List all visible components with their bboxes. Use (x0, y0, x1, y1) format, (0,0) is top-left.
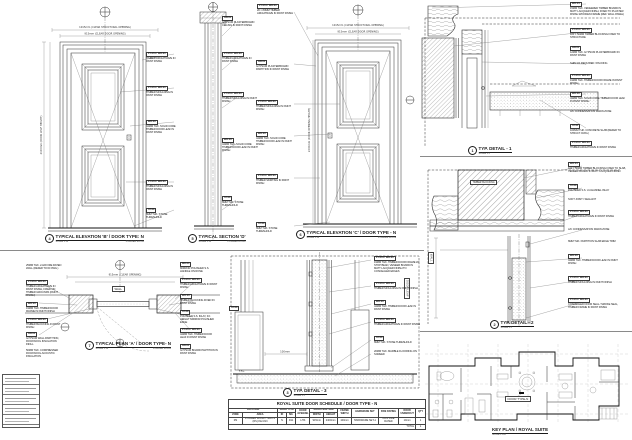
annotation-text: 44MM THK. SOLID CORE TIMBER DOOR LEAF IN PAINT FINISH (222, 143, 258, 153)
annotation-text: GYPSUM BOARD PARTITION IN PAINT FINISH (180, 349, 218, 356)
panel-scale: SCALE 1:5 (478, 152, 490, 155)
notes-row (3, 385, 39, 395)
annotation-text: GYPSUM PLASTERBOARD PARTITION IN PAINT FINISH (256, 65, 289, 72)
furniture (433, 370, 617, 419)
annotation-text: TIMBER MOULDING IN PAINT FINISH (568, 281, 612, 285)
cell-id: N (278, 417, 287, 425)
cell-height: 2400mm (324, 417, 338, 425)
annotation-tag: WD.03 (258, 132, 266, 135)
annotation-text: CONCEALED DOOR SEAL / SMOKE SEAL, TIMBER FRAME IN PAINT FINISH (568, 303, 619, 310)
annotation-tag: WD.03 (376, 300, 384, 303)
panel-title-text: TYP. DETAIL - 3 (293, 388, 327, 393)
col-header-id: ID (278, 413, 287, 418)
col-header-door-type: DOOR TYPE (278, 408, 296, 413)
jamb-hatch-left (69, 295, 93, 313)
annotation-text: 6MM THK. STONE THRESHOLD (256, 227, 278, 234)
ref-bubble: 2 (490, 320, 499, 329)
cell-fire: NON FIRE RATED (378, 417, 398, 425)
annotation-text: 19MM THK. TIMBER DOOR FRAME IN PAINT FINISH (26, 307, 58, 314)
dimension-label: 915mm (CLEAR OPENING) (108, 273, 142, 277)
cell-zone: RS (229, 417, 243, 425)
door-leaf-vtag: DOOR LEAF (405, 280, 409, 297)
ref-bubble: 5 (188, 234, 197, 243)
key-plan-door-tag: DOOR TYPE-N (505, 396, 531, 402)
annotation-tag: PT.051 / WD.03 (258, 174, 276, 177)
annotation-text: TIMBER MOULDING IN PAINT FINISH (146, 185, 174, 192)
annotation-text: TIMBER BLOCKING FIXED IN PAINT FINISH (180, 299, 215, 306)
annotation-tag: ST.06 (148, 208, 155, 211)
panel-scale: SCALE 1:10 (55, 240, 69, 243)
annotation-tag: PT.051 / WD.03 (224, 52, 242, 55)
annotation-text: GYPSUM WALL PARTITION, ROCKWOOL INSULATION INFILL (26, 337, 59, 347)
annotation-tag: WD.03 (148, 120, 156, 123)
wall-tag: WALL (112, 286, 125, 292)
panel-scale: SCALE 1:5 (293, 394, 305, 397)
annotation-text: 6MM THK. STONE THRESHOLD (374, 341, 412, 345)
cell-qty: 1 (416, 417, 426, 425)
panel-title-detail-1 (468, 146, 512, 155)
annotation-text: 19MM THK. TIMBER DOOR FRAME IN PAINT FINISH (570, 79, 623, 86)
dimension-label: 1015mm (CLEAR STRUCTURAL OPENING) (332, 24, 384, 27)
door-frame-outline (315, 40, 401, 224)
annotation-tag: GB.01 (224, 16, 232, 19)
col-header-location: LOCATION (229, 408, 278, 413)
ref-bubble: 7 (85, 341, 94, 350)
schedule-total-row (229, 425, 426, 430)
annotation-text: 25MM THK. 2-HR FIRE RATED WALL (REFER TO ID DWG.) (26, 264, 62, 271)
annotation-tag: ST.06 (376, 336, 383, 339)
annotation-text: TIMBER SKIRTING IN PAINT FINISH (256, 179, 289, 186)
annotation-tag: ST.01 (572, 124, 579, 127)
blocking-hatch (458, 170, 524, 220)
annotation-text: 50MM THK. COMPRESSED ROCKWOOL ACOUSTIC INSULATION (26, 349, 59, 359)
detail-3-drawing (225, 250, 425, 400)
panel-scale: SCALE 1:5 (500, 326, 512, 329)
annotation-text: POLISHED S.S. INLAY, F.F. HEIGHT MIRROR POLISHED EDGE (180, 315, 214, 325)
col-header-height: HEIGHT (324, 413, 338, 418)
annotation-text: MIRROR POLISHED S.S. HANDLE ON ROSE (180, 267, 210, 274)
dimension-label: 1015mm (CLEAR STRUCTURAL OPENING) (79, 26, 131, 29)
annotation-text: TIMBER ARCHITRAVE IN PAINT FINISH (222, 57, 252, 64)
panel-scale: SCALE 1:10 (306, 236, 320, 239)
timber-moulding-right (536, 190, 565, 220)
cell-hardware: HARDWARE SET-1 (352, 417, 379, 425)
key-plan-drawing (423, 342, 630, 439)
annotation-text: SHIM AS REQUIRED / PACKING (570, 62, 608, 65)
dimension-label: 915mm (CLEAR DOOR OPENING) (337, 30, 379, 34)
door-hardware-mark (328, 133, 332, 138)
panel-title-text: TYPICAL SECTION 'D' (198, 234, 246, 239)
notes-row (3, 405, 39, 415)
annotation-text: 15MM THK. VENEERED TIMBER BOARD IN MATT LACQUER FINISH, FIXED TO PLASTER FINISH WOODEN FRAME (REF. WALL PANEL) (570, 7, 624, 17)
wall-base-left (235, 312, 263, 370)
col-header-width: WIDTH (310, 413, 324, 418)
annotation-tag: PT.051 / WD.03 (376, 256, 394, 259)
panel-title-section-d (188, 234, 246, 243)
annotation-tag: WD.03 (182, 294, 190, 297)
annotation-text: TIMBER ARCHITRAVE IN PAINT FINISH (568, 215, 614, 219)
ref-bubble: 1 (468, 146, 477, 155)
annotation-text: 19MM THK. TIMBER DOOR FRAME W/ STOP BEAD, VENEER BOARD IN MATT LACQUER FINISH TO CONCEALED EDGES (374, 261, 420, 274)
cell-area: POWDER ROOM / HALL-1 (RS) 812-813 (242, 417, 277, 425)
annotation-text: 44MM THK. TIMBER DOOR LEAF IN PAINT FINISH (568, 259, 618, 266)
panel-title-text: KEY PLAN / ROYAL SUITE (492, 427, 549, 432)
annotation-text: TIMBER ARCHITRAVE IN PAINT FINISH (146, 57, 176, 64)
panel-room: POWDER ROOM (378, 236, 397, 239)
elevation-b-drawing (30, 0, 180, 250)
door-leaf-plan (97, 302, 149, 307)
jamb-hatch-right (157, 295, 181, 313)
annotation-text: TIMBER ARCHITRAVE IN PAINT FINISH, FIXED ON TIMBER GROUNDS (PAINT FINISH) (26, 285, 58, 298)
annotation-text: A/C CONDENSATION DRAIN ZONE (570, 110, 612, 113)
cell-width: 915mm (310, 417, 324, 425)
panel-room: POWDER ROOM (152, 347, 172, 350)
annotation-text: 44MM THK. SOLID CORE TIMBER DOOR LEAF IN PAINT FINISH (256, 137, 292, 147)
cell-opening: LHS (296, 417, 310, 425)
annotation-text: 44MM THK. SOLID CORE TIMBER DOOR LEAF IN PAINT FINISH (570, 97, 626, 104)
annotation-text: 6MM THK. STONE THRESHOLD (146, 213, 168, 220)
cell-frame: 100mm (338, 417, 352, 425)
panel-title-detail-2 (490, 320, 534, 329)
annotation-text: TIMBER MOULDING IN PAINT FINISH (222, 97, 257, 104)
annotation-tag: WD.03 (28, 302, 36, 305)
annotation-tag: PT.051 / WD.03 (376, 318, 394, 321)
timber-frame-section (462, 30, 482, 54)
annotation-tag: PT.051 / WD.03 (572, 28, 590, 31)
annotation-text: 6MM THK. STONE THRESHOLD (222, 201, 244, 208)
col-header-leaf-size: DOOR LEAF SIZE (310, 408, 338, 413)
annotation-text: 100 × 50MM TIMBER BLOCKING FIXED TO STRUCTURE (570, 33, 621, 40)
elevation-c-drawing (270, 0, 425, 245)
section-d-drawing (182, 0, 267, 250)
annotation-text: 20 × 80MM TIMBER ARCHITRAVE IN PAINT FINISH (257, 9, 293, 16)
col-header-zone: ZONE (229, 413, 243, 418)
annotation-text: GYPSUM PLASTERBOARD CEILING IN PAINT FINISH (222, 21, 255, 28)
annotation-text: A/C CONDENSATION DRAIN ZONE (568, 228, 610, 231)
door-upper-panel (82, 64, 124, 130)
annotation-tag: GB.01 (28, 332, 36, 335)
door-location-mark (519, 392, 524, 394)
annotation-text: 100MM THK. CONCRETE SLAB (REFER TO STRUCT. DWG.) (570, 129, 621, 136)
architrave-band (430, 220, 564, 226)
annotation-tag: PT.051 / WD.03 (148, 52, 166, 55)
annotation-tag: PT.051 / WD.03 (376, 282, 394, 285)
annotation-tag: PT.051 / WD.03 (148, 180, 166, 183)
door-schedule-table (228, 399, 426, 430)
plan-a-drawing (25, 255, 220, 355)
annotation-text: POLISHED S.S. U-CHANNEL INLAY (568, 189, 610, 193)
detail-2-drawing (420, 158, 632, 328)
panel-title-text: TYPICAL PLAN 'A' / DOOR TYPE- N (95, 341, 172, 346)
door-stop (467, 58, 477, 128)
annotation-tag: WD.04 (570, 162, 578, 165)
annotation-tag: PT.051 / WD.03 (182, 328, 200, 331)
seal (526, 242, 529, 247)
col-header-qty: QTY (416, 408, 426, 417)
col-header-frame: FRAME WIDTH (338, 408, 352, 417)
wall-vtag: WALL (429, 254, 433, 262)
panel-room: POWDER ROOM (227, 240, 246, 243)
annotation-text: TIMBER ARCHITRAVE IN PAINT FINISH (374, 323, 420, 327)
col-header-hardware: HARDWARE SET (352, 408, 379, 417)
annotation-tag: WD.03 (224, 138, 232, 141)
panel-title-detail-3 (283, 388, 327, 397)
annotation-text: TIMBER MOULDING IN PAINT FINISH (256, 105, 291, 112)
cell-undercut: 10mm (399, 417, 416, 425)
panel-scale: SCALE 1:100 (492, 433, 506, 436)
panel-title-plan-a (85, 341, 171, 350)
annotation-tag: WD.03 (570, 254, 578, 257)
annotation-text: TIMBER ARCHITRAVE IN PAINT FINISH (180, 283, 218, 290)
panel-scale: SCALE 1:10 (95, 347, 109, 350)
threshold (305, 366, 333, 371)
col-header-opening: DOOR OPENING (296, 408, 310, 417)
annotation-tag: PT.051 / WD.03 (572, 74, 590, 77)
annotation-text: 44MM THK. TIMBER DOOR LEAF IN PAINT FINISH (374, 305, 416, 312)
annotation-text: SOFT JOINT / SEALANT (568, 198, 597, 201)
divider-line (420, 331, 632, 332)
dimension-label: 2400mm (DOOR OPENING HEIGHT) (308, 107, 311, 153)
annotation-tag: ST.06 (224, 196, 231, 199)
panel-title-elevation-b (45, 234, 144, 243)
door-upper-panel (337, 62, 379, 128)
annotation-tag: ST.08 (570, 184, 577, 187)
total-qty: 1 (416, 425, 426, 430)
cell-no: D11 (286, 417, 296, 425)
door-hardware-mark (127, 135, 131, 140)
wall-section-hatch (422, 38, 454, 118)
annotation-text: TIMBER MOULDING IN PAINT FINISH (146, 91, 174, 98)
annotation-tag: PT.051 / WD.03 (259, 4, 277, 7)
panel-title-key-plan (492, 427, 548, 436)
annotation-tag: PT.051 / WD.03 (570, 298, 588, 301)
annotation-tag: WD.03 (572, 92, 580, 95)
annotation-tag: PT.051 / WD.03 (572, 141, 590, 144)
blocking-tag: TIMBER BLOCKING (470, 180, 497, 185)
col-header-no: NO. (286, 413, 296, 418)
annotation-text: TIMBER ARCHITRAVE IN PAINT FINISH (570, 146, 616, 150)
annotation-tag: PT.051 / WD.03 (224, 92, 242, 95)
detail-1-drawing (420, 0, 632, 158)
ref-bubble: 6 (296, 230, 305, 239)
annotation-text: 44MM THK. TIMBER DOOR LEAF IN PAINT FINISH (180, 333, 212, 340)
notes-row (3, 395, 39, 405)
notes-row (3, 415, 39, 425)
notes-row (3, 375, 39, 385)
annotation-tag: GB.01 (572, 46, 580, 49)
annotation-tag: PT.051 / WD.03 (182, 278, 200, 281)
annotation-text: 12MM THK. GYPSUM PLASTERBOARD IN PAINT FINISH (570, 51, 620, 58)
annotation-tag: ST.08 (182, 310, 189, 313)
wall-base-right (351, 310, 369, 370)
annotation-text: 20MM THK. MARBLE FLOORING ON SCREED (374, 350, 417, 357)
annotation-text: 44MM THK. SOLID CORE TIMBER DOOR LEAF IN PAINT FINISH (146, 125, 176, 135)
annotation-tag: GB.01 (258, 60, 266, 63)
annotation-tag: PT.051 / WD.03 (570, 276, 588, 279)
notes-box (2, 374, 40, 428)
total-label: TOTAL (229, 425, 416, 430)
annotation-text: TIMBER MOULDING IN PAINT FINISH (374, 287, 418, 291)
dimension-label: 915mm (CLEAR DOOR OPENING) (84, 32, 126, 36)
cornice-moulding (428, 6, 458, 36)
annotation-text: TIMBER BLOCKING IN PAINT FINISH (26, 323, 61, 330)
annotation-tag: WD.04 (572, 2, 580, 5)
hatch-strip (526, 170, 536, 194)
annotation-text: 100 × 50MM TIMBER BLOCKING FIXED TO SLAB, VENEER BOARD IN MATT LACQUER FINISH (568, 167, 626, 174)
annotation-tag: PT.051 / WD.03 (28, 280, 46, 283)
panel-title-text: TYP. DETAIL - 1 (478, 146, 512, 151)
annotation-tag: PT.051 / WD.03 (258, 100, 276, 103)
grid-lines (425, 344, 628, 424)
annotation-tag: ST.06 (231, 306, 238, 309)
annotation-tag: GB.01 (182, 344, 190, 347)
ref-bubble: 4 (45, 234, 54, 243)
schedule-title: ROYAL SUITE DOOR SCHEDULE / DOOR TYPE - N (229, 400, 426, 409)
panel-title-text: TYPICAL ELEVATION 'C' / DOOR TYPE - N (306, 230, 397, 235)
col-header-undercut: DOOR UNDERCUT (399, 408, 416, 417)
annotation-tag: PT.051 / WD.03 (28, 318, 46, 321)
floor-screed (237, 374, 413, 383)
panel-title-text: TYPICAL ELEVATION 'B' / DOOR TYPE: N (55, 234, 144, 239)
schedule-data-row (229, 417, 426, 425)
dimension-label: 100mm (280, 350, 290, 354)
ffl-label: F.F.L. (239, 370, 245, 373)
door-lower-panel (82, 146, 124, 206)
annotation-tag: PT.051 / WD.03 (148, 86, 166, 89)
annotation-tag: PT.051 / WD.03 (570, 210, 588, 213)
dimension-label: 2400mm (DOOR LEAF HEIGHT) (40, 115, 43, 155)
annotation-tag: MR.04 (182, 262, 190, 265)
door-lower-panel (337, 144, 379, 202)
col-header-area: AREA (242, 413, 277, 418)
annotation-text: 6MM THK. PARTITION SLAB EDGE TRIM (568, 240, 616, 243)
panel-scale: SCALE 1:10 (198, 240, 212, 243)
panel-title-elevation-c (296, 230, 396, 239)
ref-bubble: 3 (283, 388, 292, 397)
annotation-tag: ST.06 (258, 222, 265, 225)
col-header-fire: FIRE RATING (378, 408, 398, 417)
panel-room: POWDER ROOM (125, 240, 144, 243)
panel-title-text: TYP. DETAIL - 2 (500, 320, 534, 325)
frame-right (149, 299, 157, 309)
